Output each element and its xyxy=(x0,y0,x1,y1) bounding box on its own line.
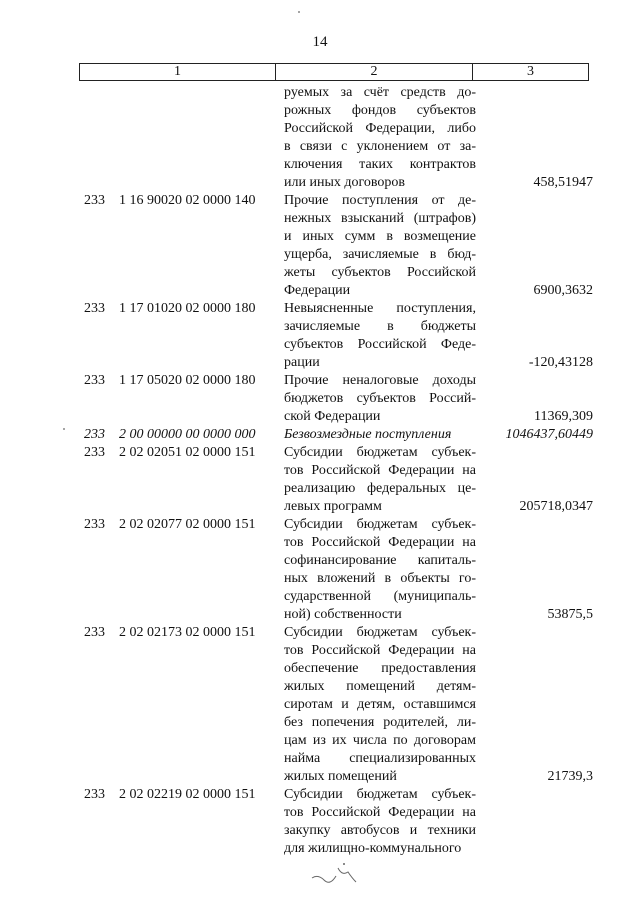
description-line: нежных взысканий (штрафов) xyxy=(284,211,476,226)
description-line: тов Российской Федерации на xyxy=(284,643,476,658)
row-description xyxy=(284,516,476,624)
description-line: рации xyxy=(284,355,320,370)
description-line: Федерации xyxy=(284,283,351,298)
description-line: ущерба, зачисляемые в бюд- xyxy=(284,247,476,262)
header-col-1: 1 xyxy=(80,64,276,80)
description-line: жеты субъектов Российской xyxy=(284,265,476,280)
row-admin-code: 233 xyxy=(84,373,105,388)
header-col-2: 2 xyxy=(276,64,473,80)
description-line: сударственной (муниципаль- xyxy=(284,589,476,604)
row-budget-code: 1 17 01020 02 0000 180 xyxy=(119,301,256,316)
row-description xyxy=(284,444,476,516)
row-amount: 6900,3632 xyxy=(533,283,593,298)
description-line: тов Российской Федерации на xyxy=(284,463,476,478)
signature-mark xyxy=(310,856,360,886)
description-line: сиротам и детям, оставшимся xyxy=(284,697,476,712)
row-admin-code: 233 xyxy=(84,193,105,208)
row-budget-code: 2 02 02077 02 0000 151 xyxy=(119,517,256,532)
row-description xyxy=(284,426,476,444)
row-budget-code: 1 17 05020 02 0000 180 xyxy=(119,373,256,388)
row-amount: 458,51947 xyxy=(533,175,593,190)
description-line: Невыясненные поступления, xyxy=(284,301,476,316)
header-col-3: 3 xyxy=(527,64,534,79)
row-amount: 205718,0347 xyxy=(519,499,593,514)
row-admin-code: 233 xyxy=(84,445,105,460)
description-line: жилых помещений xyxy=(284,769,397,784)
row-admin-code: 233 xyxy=(84,427,105,442)
row-amount: 53875,5 xyxy=(547,607,593,622)
description-line: Субсидии бюджетам субъек- xyxy=(284,787,476,802)
row-amount: 1046437,60449 xyxy=(505,427,593,442)
table-row xyxy=(0,84,640,192)
row-admin-code: 233 xyxy=(84,301,105,316)
description-line: Российской Федерации, либо xyxy=(284,121,476,136)
description-line: тов Российской Федерации на xyxy=(284,535,476,550)
description-line: софинансирование капиталь- xyxy=(284,553,476,568)
row-admin-code: 233 xyxy=(84,517,105,532)
description-line: ных вложений в объекты го- xyxy=(284,571,476,586)
description-line: Прочие неналоговые доходы xyxy=(284,373,476,388)
row-admin-code: 233 xyxy=(84,625,105,640)
description-line: жилых помещений детям- xyxy=(284,679,476,694)
description-line: обеспечение предоставления xyxy=(284,661,476,676)
page-number: 14 xyxy=(312,34,328,50)
description-line: Прочие поступления от де- xyxy=(284,193,476,208)
description-line: реализацию федеральных це- xyxy=(284,481,476,496)
description-line: ской Федерации xyxy=(284,409,381,424)
description-line: зачисляемые в бюджеты xyxy=(284,319,476,334)
row-budget-code: 2 02 02219 02 0000 151 xyxy=(119,787,256,802)
table-row xyxy=(0,624,640,786)
table-row xyxy=(0,786,640,858)
description-line: Субсидии бюджетам субъек- xyxy=(284,625,476,640)
description-line: ной) собственности xyxy=(284,607,402,622)
row-description xyxy=(284,300,476,372)
table-row xyxy=(0,192,640,300)
description-line: в связи с уклонением от за- xyxy=(284,139,476,154)
table-body xyxy=(0,84,640,858)
row-description xyxy=(284,192,476,300)
table-row xyxy=(0,372,640,426)
stray-dot xyxy=(63,428,65,430)
description-line: закупку автобусов и техники xyxy=(284,823,476,838)
stray-dot xyxy=(298,11,300,13)
description-line: Субсидии бюджетам субъек- xyxy=(284,445,476,460)
description-line: найма специализированных xyxy=(284,751,476,766)
table-row xyxy=(0,516,640,624)
row-amount: 21739,3 xyxy=(547,769,593,784)
row-budget-code: 2 00 00000 00 0000 000 xyxy=(119,427,256,442)
row-budget-code: 2 02 02051 02 0000 151 xyxy=(119,445,256,460)
table-row xyxy=(0,300,640,372)
row-description xyxy=(284,84,476,192)
description-line: Безвозмездные поступления xyxy=(284,427,452,442)
row-admin-code: 233 xyxy=(84,787,105,802)
description-line: и иных сумм в возмещение xyxy=(284,229,476,244)
description-line: тов Российской Федерации на xyxy=(284,805,476,820)
description-line: субъектов Российской Федe- xyxy=(284,337,476,352)
table-row xyxy=(0,444,640,516)
table-header xyxy=(79,63,589,81)
description-line: или иных договоров xyxy=(284,175,406,190)
row-amount: -120,43128 xyxy=(528,355,593,370)
row-budget-code: 2 02 02173 02 0000 151 xyxy=(119,625,256,640)
row-description xyxy=(284,786,476,858)
description-line: цам из их числа по договорам xyxy=(284,733,476,748)
row-budget-code: 1 16 90020 02 0000 140 xyxy=(119,193,256,208)
table-row xyxy=(0,426,640,444)
description-line: руемых за счёт средств до- xyxy=(284,85,476,100)
description-line: бюджетов субъектов Россий- xyxy=(284,391,476,406)
description-line: для жилищно-коммунального xyxy=(284,841,462,856)
row-description xyxy=(284,372,476,426)
description-line: рожных фондов субъектов xyxy=(284,103,476,118)
description-line: Субсидии бюджетам субъек- xyxy=(284,517,476,532)
description-line: без попечения родителей, ли- xyxy=(284,715,476,730)
description-line: ключения таких контрактов xyxy=(284,157,476,172)
description-line: левых программ xyxy=(284,499,382,514)
row-description xyxy=(284,624,476,786)
row-amount: 11369,309 xyxy=(534,409,593,424)
